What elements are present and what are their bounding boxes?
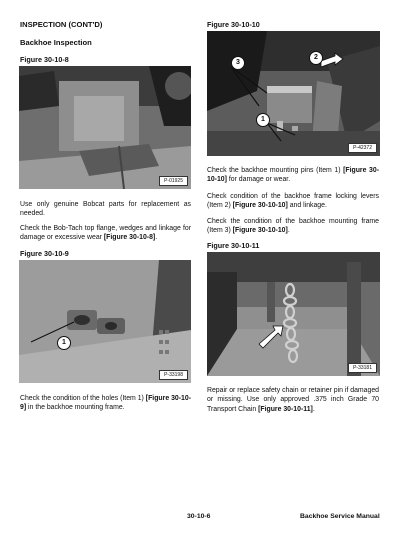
figure-11-reference: [Figure 30-10-11] [258,405,313,413]
figure-8-reference: [Figure 30-10-8] [103,234,156,242]
figure-9-reference: [Figure 30-10-9] [20,395,191,412]
genuine-parts-text: Use only genuine Bobcat parts for replacement as needed. [20,201,191,218]
subsection-title: Backhoe Inspection [20,38,92,47]
figure-10-photo [207,31,380,156]
figure-8-code: P-01925 [159,176,188,186]
holes-check-text: Check the condition of the holes (Item 1) [Figure 30-10-9] in the backhoe mounting frame. [20,395,191,412]
pins-check-text: Check the backhoe mounting pins (Item 1) [Figure 30-10-10] for damage or wear. [207,167,379,184]
manual-title: Backhoe Service Manual [300,513,380,520]
figure-10-reference-a: [Figure 30-10-10] [207,167,379,184]
figure-9-callout-1: 1 [57,336,71,350]
figure-10-reference-b: [Figure 30-10-10] [232,202,288,210]
frame-check-text: Check the condition of the backhoe mounting frame (Item 3) [Figure 30-10-10]. [207,218,379,235]
section-title: INSPECTION (CONT'D) [20,20,103,29]
chain-check-text: Repair or replace safety chain or retainer pin if damaged or missing. Use only approved .375 inch Grade 70 Transport Chain [Figure 30-10-11]. [207,387,379,413]
figure-10-callout-3: 3 [231,56,245,70]
figure-11-title: Figure 30-10-11 [207,241,260,250]
figure-10-code: P-42372 [348,143,377,153]
page-number: 30-10-6 [187,513,211,520]
figure-8-photo [19,66,191,189]
figure-10-title: Figure 30-10-10 [207,20,260,29]
bobtach-check-text: Check the Bob-Tach top flange, wedges and linkage for damage or excessive wear [Figure 30-10-8]. [20,225,191,242]
figure-9-code: P-33198 [159,370,188,380]
figure-8-title: Figure 30-10-8 [20,55,69,64]
levers-check-text: Check condition of the backhoe frame locking levers (Item 2) [Figure 30-10-10] and linkage. [207,193,379,210]
figure-10-callout-1: 1 [256,113,270,127]
figure-11-photo [207,252,380,376]
figure-10-reference-c: [Figure 30-10-10] [232,227,288,235]
figure-9-photo [19,260,191,383]
figure-11-code: P-33181 [348,363,377,373]
figure-9-title: Figure 30-10-9 [20,249,69,258]
figure-10-callout-2: 2 [309,51,323,65]
